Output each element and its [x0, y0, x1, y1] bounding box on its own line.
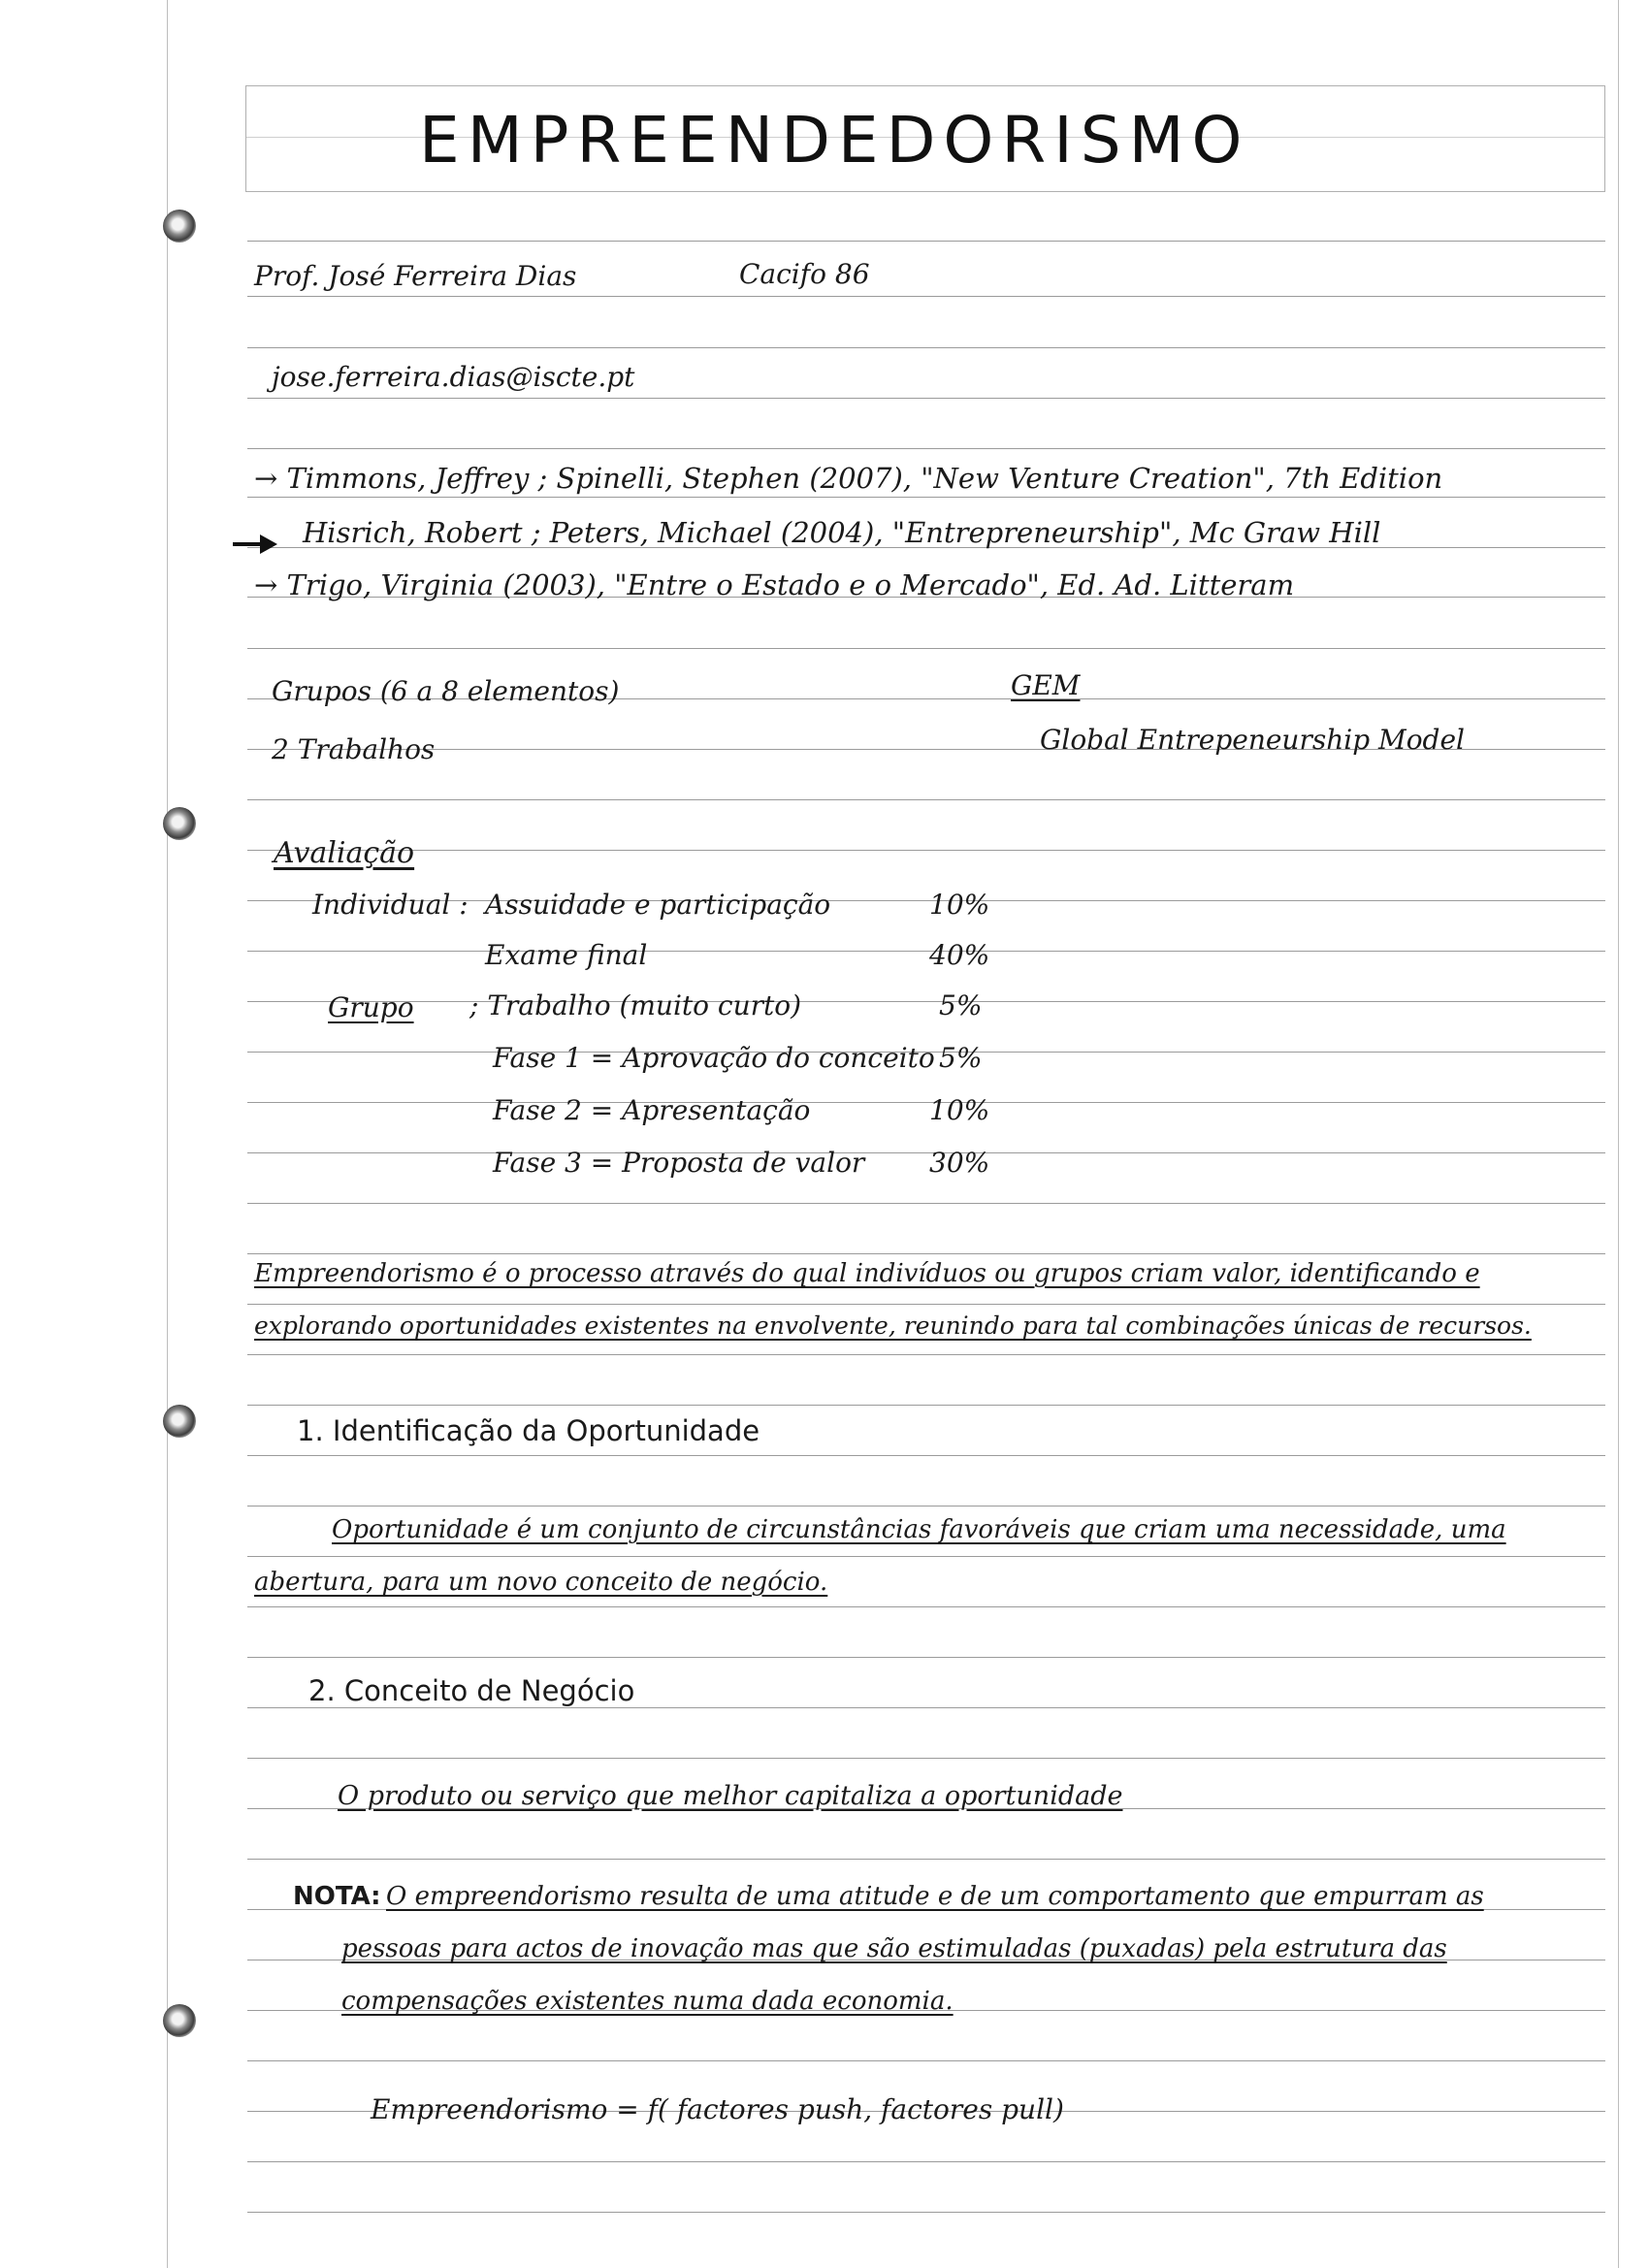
evaluation-item: Exame final: [485, 939, 648, 971]
section-text: abertura, para um novo conceito de negócio.: [254, 1568, 828, 1597]
definition-line: Empreendorismo é o processo através do qual indivíduos ou grupos criam valor, identificando e: [254, 1259, 1480, 1288]
ruled-line: [247, 1304, 1605, 1305]
ruled-line: [247, 398, 1605, 399]
evaluation-item: ; Trabalho (muito curto): [469, 989, 802, 1021]
ruled-line: [247, 1102, 1605, 1103]
ruled-line: [247, 448, 1605, 449]
arrow-right-icon: [231, 532, 279, 557]
ruled-line: [247, 648, 1605, 649]
gem-full-name: Global Entrepeneurship Model: [1040, 724, 1466, 756]
reference-item: → Timmons, Jeffrey ; Spinelli, Stephen (2007), "New Venture Creation", 7th Edition: [254, 462, 1443, 495]
left-margin-line: [167, 0, 168, 2268]
professor-name: Prof. José Ferreira Dias: [254, 260, 577, 292]
reference-item: Hisrich, Robert ; Peters, Michael (2004), "Entrepreneurship", Mc Graw Hill: [303, 516, 1381, 549]
note-text: O empreendorismo resulta de uma atitude e de um comportamento que empurram as: [386, 1882, 1484, 1911]
right-margin-line: [1618, 0, 1619, 2268]
email-address: jose.ferreira.dias@iscte.pt: [272, 361, 635, 393]
ruled-line: [247, 1859, 1605, 1860]
section-heading: 1. Identificação da Oportunidade: [297, 1414, 760, 1447]
evaluation-item: Fase 1 = Aprovação do conceito: [493, 1042, 935, 1074]
note-label: NOTA:: [293, 1882, 381, 1911]
note-text: pessoas para actos de inovação mas que são estimuladas (puxadas) pela estrutura das: [341, 1934, 1447, 1963]
ruled-line: [247, 850, 1605, 851]
ruled-line: [247, 951, 1605, 952]
ruled-line: [247, 1001, 1605, 1002]
ruled-line: [247, 497, 1605, 498]
section-text: Oportunidade é um conjunto de circunstâncias favoráveis que criam uma necessidade, uma: [332, 1515, 1506, 1544]
ruled-line: [247, 1455, 1605, 1456]
ruled-line: [247, 1657, 1605, 1658]
ruled-line: [247, 1758, 1605, 1759]
page-title: EMPREENDEDORISMO: [419, 103, 1250, 178]
ruled-line: [247, 1707, 1605, 1708]
punch-hole: [163, 1405, 196, 1438]
evaluation-percent: 10%: [929, 1094, 990, 1126]
gem-label: GEM: [1011, 669, 1081, 701]
evaluation-item: Fase 3 = Proposta de valor: [493, 1147, 865, 1179]
evaluation-percent: 40%: [929, 939, 990, 971]
ruled-line: [247, 2212, 1605, 2213]
punch-hole: [163, 2004, 196, 2037]
formula: Empreendorismo = f( factores push, factores pull): [371, 2093, 1064, 2125]
evaluation-heading: Avaliação: [274, 836, 415, 870]
ruled-line: [247, 1253, 1605, 1254]
ruled-line: [247, 1556, 1605, 1557]
evaluation-percent: 30%: [929, 1147, 990, 1179]
works-count: 2 Trabalhos: [272, 733, 436, 765]
section-text: O produto ou serviço que melhor capitaliza a oportunidade: [338, 1781, 1123, 1811]
group-label: Grupo: [328, 991, 414, 1023]
ruled-line: [247, 296, 1605, 297]
locker-number: Cacifo 86: [739, 258, 870, 290]
ruled-line: [247, 241, 1605, 242]
ruled-line: [247, 1405, 1605, 1406]
ruled-line: [247, 2060, 1605, 2061]
ruled-line: [247, 1152, 1605, 1153]
note-text: compensações existentes numa dada economia.: [341, 1987, 954, 2016]
ruled-line: [247, 799, 1605, 800]
evaluation-percent: 5%: [939, 989, 983, 1021]
ruled-line: [247, 2161, 1605, 2162]
punch-hole: [163, 807, 196, 840]
punch-hole: [163, 210, 196, 243]
individual-label: Individual :: [312, 889, 469, 921]
evaluation-item: Assuidade e participação: [485, 889, 831, 921]
groups-info: Grupos (6 a 8 elementos): [272, 675, 620, 707]
reference-item: → Trigo, Virginia (2003), "Entre o Estado e o Mercado", Ed. Ad. Litteram: [254, 568, 1295, 601]
ruled-line: [247, 1203, 1605, 1204]
ruled-line: [247, 347, 1605, 348]
ruled-line: [247, 1354, 1605, 1355]
section-heading: 2. Conceito de Negócio: [308, 1674, 635, 1707]
ruled-line: [247, 1606, 1605, 1607]
evaluation-percent: 5%: [939, 1042, 983, 1074]
evaluation-percent: 10%: [929, 889, 990, 921]
ruled-line: [247, 1506, 1605, 1507]
definition-line: explorando oportunidades existentes na envolvente, reunindo para tal combinações únicas de recursos.: [254, 1312, 1532, 1340]
evaluation-item: Fase 2 = Apresentação: [493, 1094, 811, 1126]
